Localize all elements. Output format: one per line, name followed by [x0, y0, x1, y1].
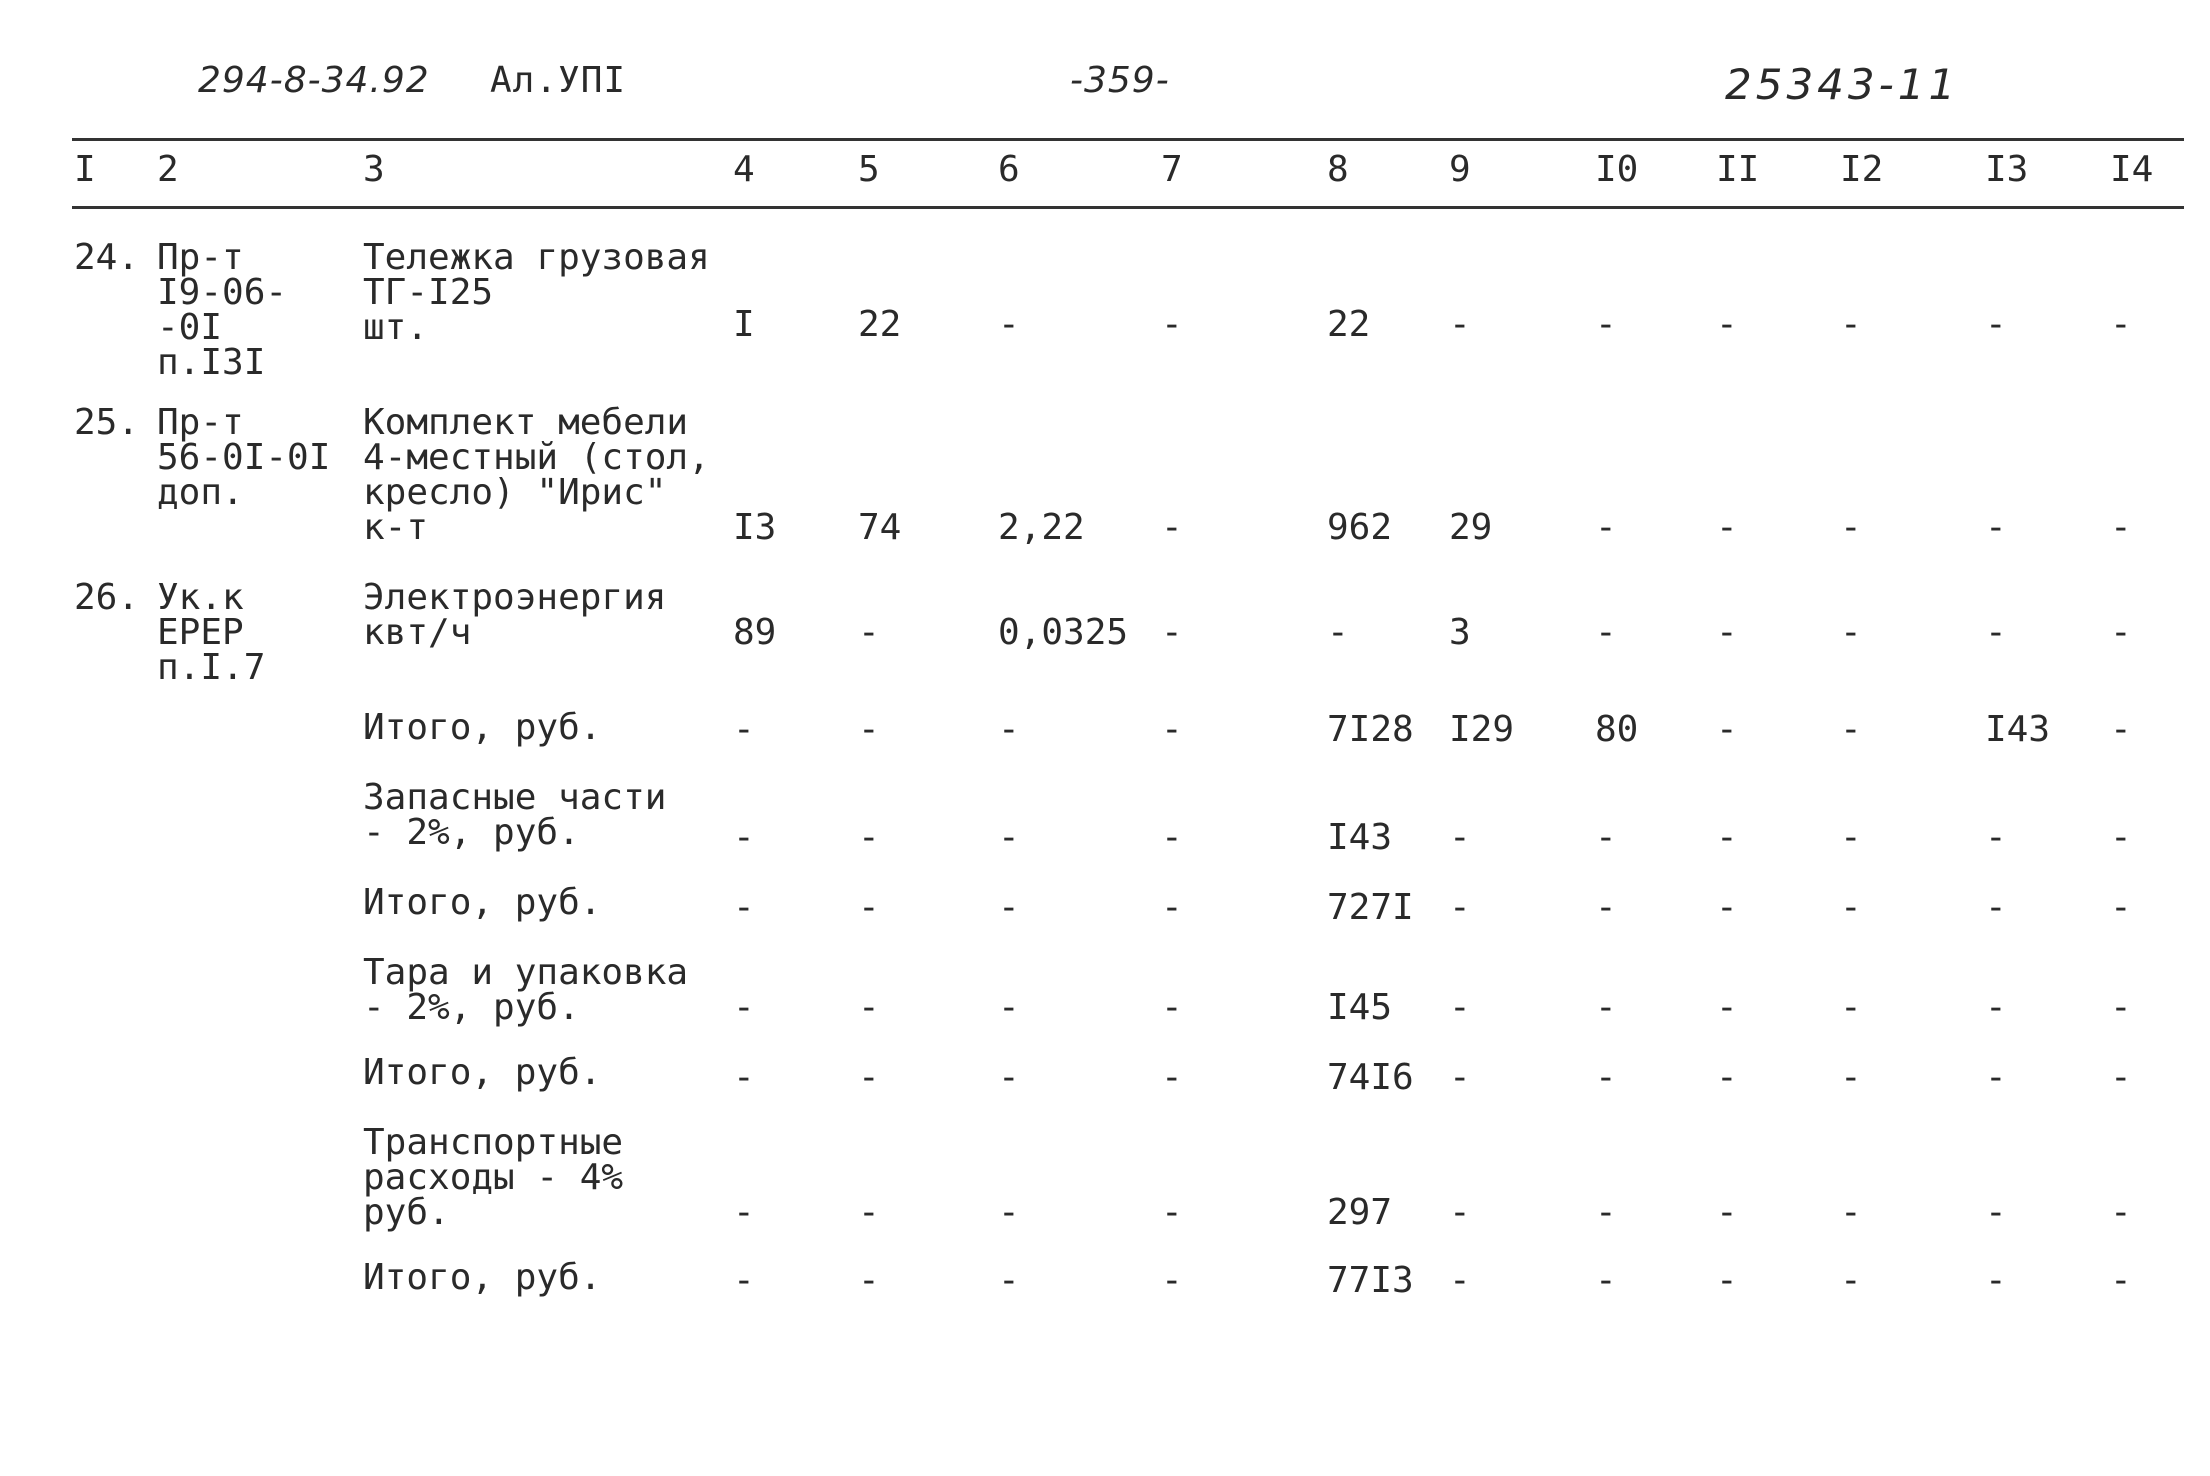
- table-cell: -: [1595, 507, 1617, 548]
- table-cell: -: [2110, 817, 2132, 858]
- row-name: Тележка грузовая ТГ-I25 шт.: [363, 237, 710, 348]
- album-label: Ал.УПI: [490, 60, 627, 101]
- column-header: I3: [1985, 149, 2029, 190]
- table-cell: -: [1449, 887, 1471, 928]
- table-cell: -: [1595, 304, 1617, 345]
- table-cell: 80: [1595, 709, 1639, 750]
- table-cell: -: [1449, 817, 1471, 858]
- table-cell: -: [1327, 612, 1349, 653]
- column-header: I2: [1840, 149, 1884, 190]
- table-cell: -: [858, 1260, 880, 1301]
- row-number: 26.: [74, 577, 140, 618]
- table-cell: -: [1161, 612, 1183, 653]
- table-cell: -: [733, 887, 755, 928]
- table-cell: -: [1161, 987, 1183, 1028]
- table-cell: -: [1716, 612, 1738, 653]
- table-cell: -: [1716, 1192, 1738, 1233]
- table-cell: -: [1595, 1057, 1617, 1098]
- table-cell: -: [733, 1260, 755, 1301]
- header-top-rule: [72, 138, 2184, 141]
- table-cell: -: [1716, 709, 1738, 750]
- row-name: Итого, руб.: [363, 1052, 602, 1093]
- column-header: 9: [1449, 149, 1471, 190]
- table-cell: 29: [1449, 507, 1493, 548]
- column-header: 2: [157, 149, 179, 190]
- table-cell: -: [1840, 1192, 1862, 1233]
- table-cell: -: [1161, 1057, 1183, 1098]
- document-code: 294-8-34.92: [198, 60, 430, 101]
- table-cell: -: [2110, 987, 2132, 1028]
- table-cell: -: [1161, 507, 1183, 548]
- table-cell: 74: [858, 507, 902, 548]
- table-cell: 77I3: [1327, 1260, 1414, 1301]
- table-cell: -: [2110, 1192, 2132, 1233]
- table-cell: 7I28: [1327, 709, 1414, 750]
- table-cell: -: [1985, 612, 2007, 653]
- table-cell: I43: [1985, 709, 2051, 750]
- column-header: 5: [858, 149, 880, 190]
- table-cell: -: [1840, 612, 1862, 653]
- table-cell: -: [1985, 817, 2007, 858]
- table-cell: -: [733, 1192, 755, 1233]
- table-cell: 3: [1449, 612, 1471, 653]
- table-cell: -: [1840, 507, 1862, 548]
- table-cell: 22: [1327, 304, 1371, 345]
- row-reference: Пр-т I9-06- -0I п.I3I: [157, 237, 288, 383]
- table-cell: -: [1840, 887, 1862, 928]
- table-cell: -: [2110, 612, 2132, 653]
- table-cell: -: [858, 887, 880, 928]
- table-cell: -: [1595, 817, 1617, 858]
- table-cell: -: [998, 1192, 1020, 1233]
- table-cell: -: [998, 817, 1020, 858]
- table-cell: -: [1161, 817, 1183, 858]
- table-cell: -: [1840, 987, 1862, 1028]
- table-cell: -: [2110, 1260, 2132, 1301]
- row-name: Тара и упаковка - 2%, руб.: [363, 952, 689, 1028]
- table-cell: -: [2110, 887, 2132, 928]
- table-cell: I45: [1327, 987, 1393, 1028]
- table-cell: -: [1595, 1260, 1617, 1301]
- table-cell: -: [1840, 304, 1862, 345]
- column-header: I4: [2110, 149, 2154, 190]
- table-cell: -: [1840, 817, 1862, 858]
- table-cell: -: [858, 987, 880, 1028]
- table-cell: -: [998, 709, 1020, 750]
- table-cell: 22: [858, 304, 902, 345]
- table-cell: -: [1716, 887, 1738, 928]
- row-name: Итого, руб.: [363, 882, 602, 923]
- column-header: II: [1716, 149, 1760, 190]
- table-cell: -: [1595, 1192, 1617, 1233]
- table-cell: -: [858, 1192, 880, 1233]
- column-header: 8: [1327, 149, 1349, 190]
- table-cell: -: [858, 709, 880, 750]
- table-cell: -: [858, 817, 880, 858]
- table-cell: -: [998, 1260, 1020, 1301]
- stamp-number: 25343-11: [1725, 60, 1960, 109]
- table-cell: -: [1449, 1057, 1471, 1098]
- table-cell: 962: [1327, 507, 1393, 548]
- table-cell: -: [2110, 507, 2132, 548]
- table-cell: -: [1595, 887, 1617, 928]
- table-cell: -: [998, 887, 1020, 928]
- row-name: Комплект мебели 4-местный (стол, кресло) "Ирис" к-т: [363, 402, 710, 548]
- table-cell: -: [1161, 1260, 1183, 1301]
- row-name: Запасные части - 2%, руб.: [363, 777, 667, 853]
- row-name: Итого, руб.: [363, 1257, 602, 1298]
- table-cell: -: [858, 1057, 880, 1098]
- table-cell: -: [1985, 987, 2007, 1028]
- table-cell: -: [2110, 304, 2132, 345]
- table-cell: -: [1716, 817, 1738, 858]
- table-cell: I: [733, 304, 755, 345]
- table-cell: -: [733, 709, 755, 750]
- page-number: -359-: [1070, 60, 1170, 101]
- column-header: I: [74, 149, 96, 190]
- table-cell: -: [998, 987, 1020, 1028]
- table-cell: -: [2110, 1057, 2132, 1098]
- table-cell: -: [1716, 1260, 1738, 1301]
- table-cell: 74I6: [1327, 1057, 1414, 1098]
- table-cell: -: [1449, 304, 1471, 345]
- table-cell: -: [1449, 1260, 1471, 1301]
- table-cell: -: [1161, 1192, 1183, 1233]
- table-cell: -: [998, 304, 1020, 345]
- table-cell: -: [1716, 304, 1738, 345]
- table-cell: I29: [1449, 709, 1515, 750]
- table-cell: -: [858, 612, 880, 653]
- column-header: 4: [733, 149, 755, 190]
- table-cell: 2,22: [998, 507, 1085, 548]
- table-cell: -: [1595, 612, 1617, 653]
- row-reference: Пр-т 56-0I-0I доп.: [157, 402, 331, 513]
- row-reference: Ук.к ЕРЕР п.I.7: [157, 577, 266, 688]
- table-cell: -: [1985, 887, 2007, 928]
- table-cell: -: [1985, 1260, 2007, 1301]
- header-bottom-rule: [72, 206, 2184, 209]
- table-cell: -: [1595, 987, 1617, 1028]
- table-cell: -: [1716, 1057, 1738, 1098]
- row-number: 25.: [74, 402, 140, 443]
- table-cell: -: [1716, 987, 1738, 1028]
- row-name: Транспортные расходы - 4% руб.: [363, 1122, 624, 1233]
- table-cell: 297: [1327, 1192, 1393, 1233]
- column-header: 7: [1161, 149, 1183, 190]
- table-cell: 0,0325: [998, 612, 1129, 653]
- table-cell: I3: [733, 507, 777, 548]
- column-header: 3: [363, 149, 385, 190]
- table-cell: -: [1985, 304, 2007, 345]
- table-cell: 89: [733, 612, 777, 653]
- table-cell: -: [1161, 304, 1183, 345]
- table-cell: -: [1161, 887, 1183, 928]
- table-cell: -: [2110, 709, 2132, 750]
- table-cell: I43: [1327, 817, 1393, 858]
- row-number: 24.: [74, 237, 140, 278]
- table-cell: -: [1985, 1192, 2007, 1233]
- table-cell: -: [998, 1057, 1020, 1098]
- table-cell: -: [1985, 507, 2007, 548]
- table-cell: -: [1161, 709, 1183, 750]
- table-cell: -: [733, 817, 755, 858]
- row-name: Итого, руб.: [363, 707, 602, 748]
- table-cell: -: [1840, 1260, 1862, 1301]
- table-cell: -: [1716, 507, 1738, 548]
- table-cell: 727I: [1327, 887, 1414, 928]
- table-cell: -: [1985, 1057, 2007, 1098]
- table-cell: -: [1449, 987, 1471, 1028]
- table-cell: -: [733, 1057, 755, 1098]
- row-name: Электроэнергия квт/ч: [363, 577, 667, 653]
- table-cell: -: [1449, 1192, 1471, 1233]
- table-cell: -: [1840, 1057, 1862, 1098]
- column-header: I0: [1595, 149, 1639, 190]
- table-cell: -: [733, 987, 755, 1028]
- table-cell: -: [1840, 709, 1862, 750]
- column-header: 6: [998, 149, 1020, 190]
